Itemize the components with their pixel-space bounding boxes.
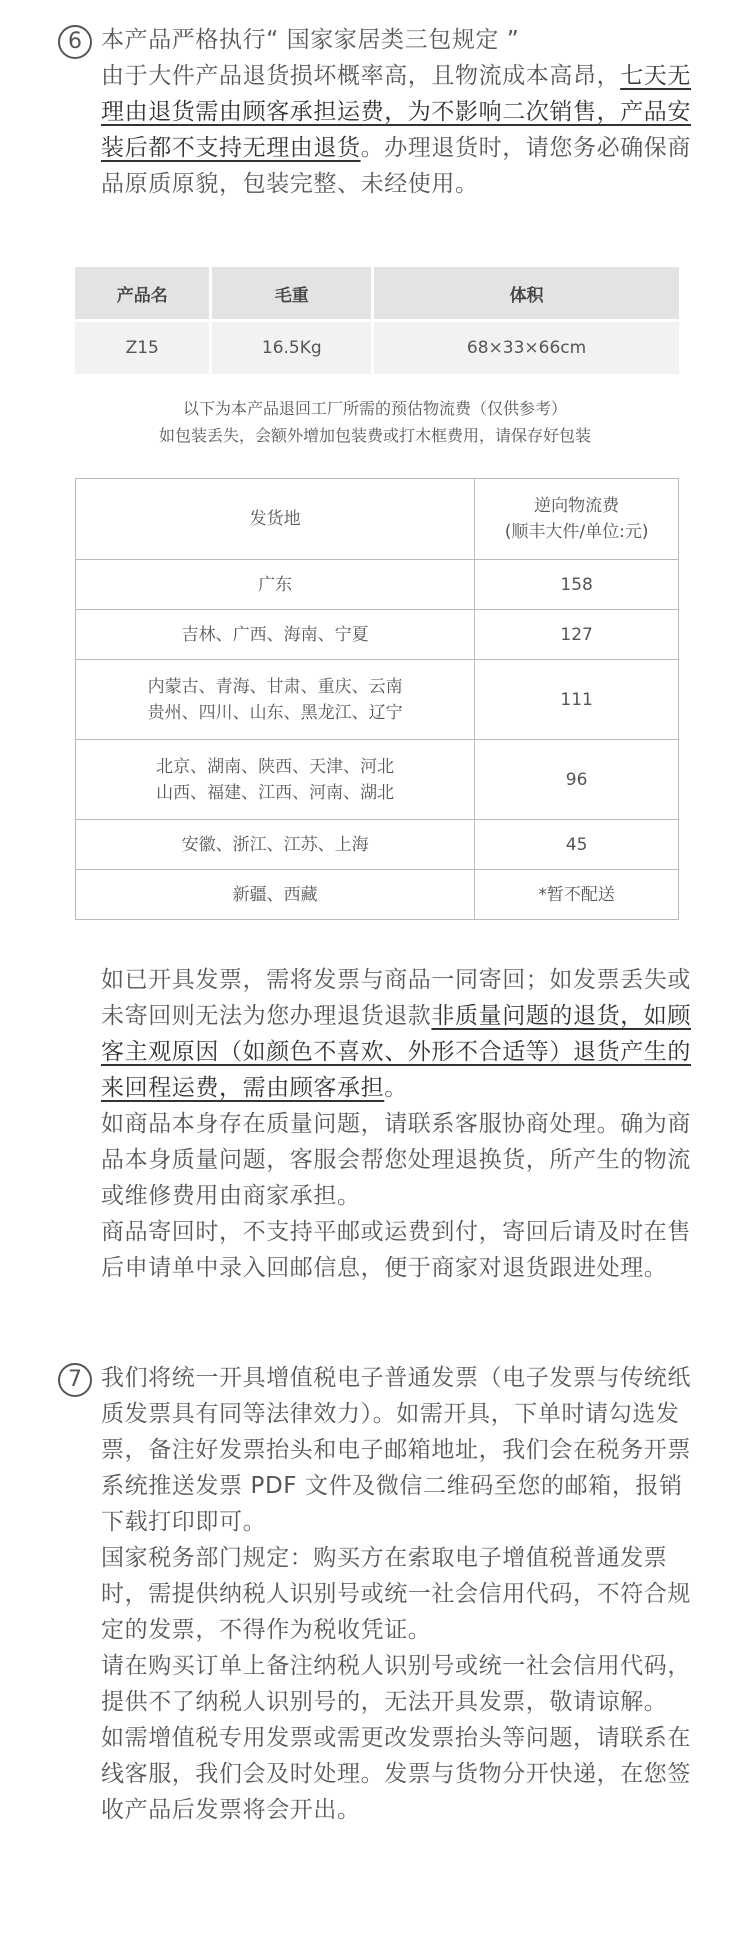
invoice-return-paragraph — [101, 962, 701, 1106]
product-spec-table — [75, 267, 679, 374]
section-6-intro: 本产品严格执行“ 国家家居类三包规定 ” — [101, 27, 520, 53]
section-6-return-text — [101, 962, 701, 1286]
special-invoice-paragraph: 如需增值税专用发票或需更改发票抬头等问题，请联系在线客服，我们会及时处理。发票与货物分开快递，在您签收产品后发票将会开出。 — [101, 1725, 691, 1823]
shipping-note-line-1: 以下为本产品退回工厂所需的预估物流费（仅供参考） — [182, 399, 567, 418]
spec-header-row — [75, 267, 679, 321]
shipping-header-fee-line-2: (顺丰大件/单位:元) — [504, 522, 649, 542]
fee-cell: 158 — [475, 560, 679, 610]
section-7-text-block — [101, 1360, 701, 1828]
e-invoice-paragraph: 我们将统一开具增值税电子普通发票（电子发票与传统纸质发票具有同等法律效力）。如需开具，下单时请勾选发票，备注好发票抬头和电子邮箱地址，我们会在税务开票系统推送发票 PDF 文件及微信二维码至您的邮箱，报销下载打印即可。 — [101, 1365, 691, 1535]
origin-line-2: 山西、福建、江西、河南、湖北 — [156, 782, 395, 803]
policy-plain-a: 由于大件产品退货损坏概率高，且物流成本高昂， — [101, 63, 621, 89]
fee-cell: 127 — [475, 610, 679, 660]
return-shipping-paragraph: 商品寄回时，不支持平邮或运费到付，寄回后请及时在售后申请单中录入回邮信息，便于商家对退货跟进处理。 — [101, 1219, 691, 1281]
section-7-number-marker: 7 — [58, 1363, 92, 1397]
shipping-fee-table — [75, 478, 679, 920]
table-row — [76, 820, 679, 870]
shipping-note — [0, 395, 750, 449]
shipping-header-row — [76, 479, 679, 560]
table-row — [76, 740, 679, 820]
policy-underlined: 七天无理由退货需由顾客承担运费，为不影响二次销售，产品安装后都不支持无理由退货 — [101, 63, 692, 161]
spec-header-weight: 毛重 — [211, 267, 373, 321]
spec-cell-name: Z15 — [75, 321, 211, 375]
shipping-header-fee-line-1: 逆向物流费 — [534, 496, 620, 516]
table-row — [76, 560, 679, 610]
fee-cell: *暂不配送 — [475, 870, 679, 920]
table-row — [76, 870, 679, 920]
invoice-underlined: 非质量问题的退货，如顾客主观原因（如颜色不喜欢、外形不合适等）退货产生的来回程运费，需由顾客承担 — [101, 1003, 692, 1101]
fee-cell: 45 — [475, 820, 679, 870]
origin-line-1: 北京、湖南、陕西、天津、河北 — [156, 756, 395, 777]
shipping-header-origin: 发货地 — [76, 479, 475, 560]
fee-cell: 96 — [475, 740, 679, 820]
origin-cell: 广东 — [76, 560, 475, 610]
spec-cell-weight: 16.5Kg — [211, 321, 373, 375]
origin-line-1: 内蒙古、青海、甘肃、重庆、云南 — [147, 676, 403, 697]
table-row — [76, 610, 679, 660]
shipping-header-fee — [475, 479, 679, 560]
origin-cell: 吉林、广西、海南、宁夏 — [76, 610, 475, 660]
spec-cell-volume: 68×33×66cm — [373, 321, 679, 375]
tax-rule-paragraph: 国家税务部门规定：购买方在索取电子增值税普通发票时，需提供纳税人识别号或统一社会信用代码，不符合规定的发票，不得作为税收凭证。 — [101, 1545, 691, 1643]
table-row — [76, 660, 679, 740]
section-6-text-block — [101, 22, 701, 202]
quality-issue-paragraph: 如商品本身存在质量问题，请联系客服协商处理。确为商品本身质量问题，客服会帮您处理退换货，所产生的物流或维修费用由商家承担。 — [101, 1111, 691, 1209]
spec-header-name: 产品名 — [75, 267, 211, 321]
origin-cell — [76, 740, 475, 820]
spec-header-volume: 体积 — [373, 267, 679, 321]
taxpayer-id-paragraph: 请在购买订单上备注纳税人识别号或统一社会信用代码，提供不了纳税人识别号的，无法开具发票，敬请谅解。 — [101, 1653, 691, 1715]
section-6-number-marker: 6 — [58, 25, 92, 59]
origin-cell — [76, 660, 475, 740]
origin-line-2: 贵州、四川、山东、黑龙江、辽宁 — [147, 702, 403, 723]
policy-plain-b: 。办理退货时，请您务必确保商品原质原貌，包装完整、未经使用。 — [101, 135, 692, 197]
invoice-plain-a: 如已开具发票，需将发票与商品一同寄回；如发票丢失或未寄回则无法为您办理退货退款 — [101, 967, 691, 1029]
fee-cell: 111 — [475, 660, 679, 740]
section-6-policy-paragraph — [101, 58, 701, 202]
origin-cell: 新疆、西藏 — [76, 870, 475, 920]
origin-cell: 安徽、浙江、江苏、上海 — [76, 820, 475, 870]
shipping-note-line-2: 如包装丢失，会额外增加包装费或打木框费用，请保存好包装 — [158, 426, 591, 445]
invoice-plain-b: 。 — [384, 1075, 408, 1101]
spec-data-row — [75, 321, 679, 375]
